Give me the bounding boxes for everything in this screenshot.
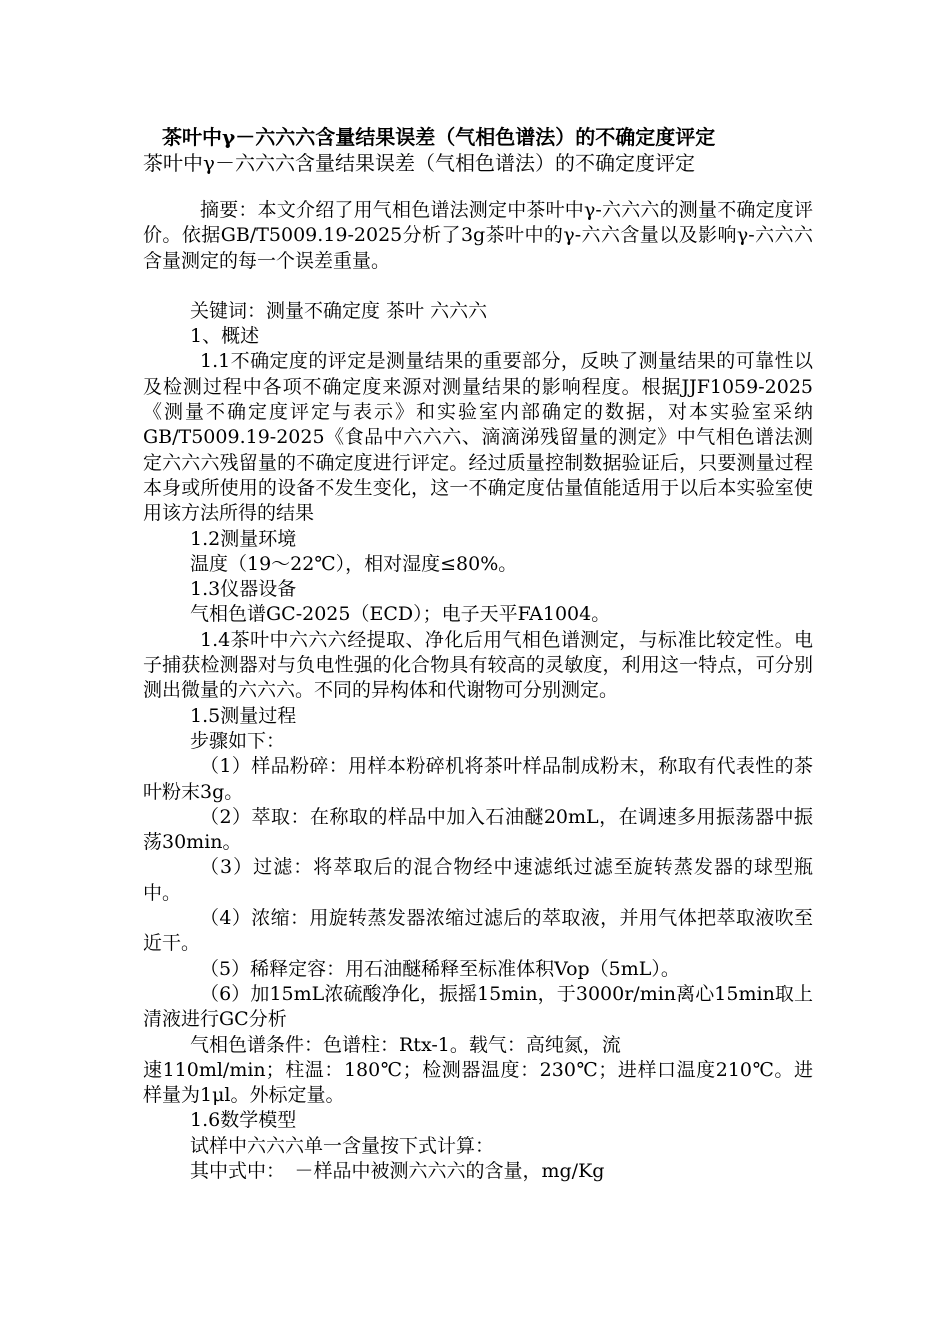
step-item: （2）萃取：在称取的样品中加入石油醚20mL，在调速多用振荡器中振荡30min。	[143, 805, 813, 854]
heading-1-5: 1.5测量过程	[190, 704, 297, 727]
document-subtitle: 茶叶中γ－六六六含量结果误差（气相色谱法）的不确定度评定	[143, 151, 695, 175]
document-title: 茶叶中γ－六六六含量结果误差（气相色谱法）的不确定度评定	[162, 125, 716, 149]
abstract-paragraph: 摘要：本文介绍了用气相色谱法测定中茶叶中γ-六六六的测量不确定度评价。依据GB/T5009.19-2025分析了3g茶叶中的γ-六六含量以及影响γ-六六六含量测定的每一个误差重量。	[143, 199, 813, 272]
paragraph-1-1: 1.1不确定度的评定是测量结果的重要部分，反映了测量结果的可靠性以及检测过程中各项不确定度来源对测量结果的影响程度。根据JJF1059-2025《测量不确定度评定与表示》和实验室内部确定的数据，对本实验室采纳GB/T5009.19-2025《食品中六六六、滴滴涕残留量的测定》中气相色谱法测定六六六残留量的不确定度进行评定。经过质量控制数据验证后，只要测量过程本身或所使用的设备不发生变化，这一不确定度估量值能适用于以后本实验室使用该方法所得的结果	[143, 350, 813, 525]
step-item: （6）加15mL浓硫酸净化，振摇15min，于3000r/min离心15min取上清液进行GC分析	[143, 982, 813, 1031]
model-line: 试样中六六六单一含量按下式计算：	[190, 1134, 495, 1157]
where-line: 其中式中： －样品中被测六六六的含量，mg/Kg	[190, 1159, 605, 1182]
step-item: （3）过滤：将萃取后的混合物经中速滤纸过滤至旋转蒸发器的球型瓶中。	[143, 856, 813, 904]
section-heading-overview: 1、概述	[190, 325, 260, 348]
environment-line: 温度（19～22℃），相对湿度≤80%。	[190, 552, 518, 575]
gc-conditions-line-2: 速110ml/min；柱温：180℃；检测器温度：230℃；进样口温度210℃。进样量为1μl。外标定量。	[143, 1058, 813, 1107]
step-item: （5）稀释定容：用石油醚稀释至标准体积Vop（5mL）。	[200, 957, 680, 980]
document-body	[143, 198, 813, 1184]
gc-conditions-line-1: 气相色谱条件：色谱柱：Rtx-1。载气：高纯氮，流	[190, 1033, 621, 1056]
spacer	[143, 274, 813, 299]
step-item: （4）浓缩：用旋转蒸发器浓缩过滤后的萃取液，并用气体把萃取液吹至近干。	[143, 907, 813, 955]
heading-1-2: 1.2测量环境	[190, 527, 297, 550]
step-item: （1）样品粉碎：用样本粉碎机将茶叶样品制成粉末，称取有代表性的茶叶粉末3g。	[143, 755, 813, 803]
equipment-line: 气相色谱GC-2025（ECD）；电子天平FA1004。	[190, 603, 611, 626]
heading-1-3: 1.3仪器设备	[190, 578, 297, 601]
paragraph-1-4: 1.4茶叶中六六六经提取、净化后用气相色谱测定，与标准比较定性。电子捕获检测器对与负电性强的化合物具有较高的灵敏度，利用这一特点，可分别测出微量的六六六。不同的异构体和代谢物可分别测定。	[143, 628, 813, 702]
heading-1-6: 1.6数学模型	[190, 1109, 297, 1132]
steps-intro: 步骤如下：	[190, 729, 286, 752]
keywords-line: 关键词：测量不确定度 茶叶 六六六	[190, 299, 488, 322]
